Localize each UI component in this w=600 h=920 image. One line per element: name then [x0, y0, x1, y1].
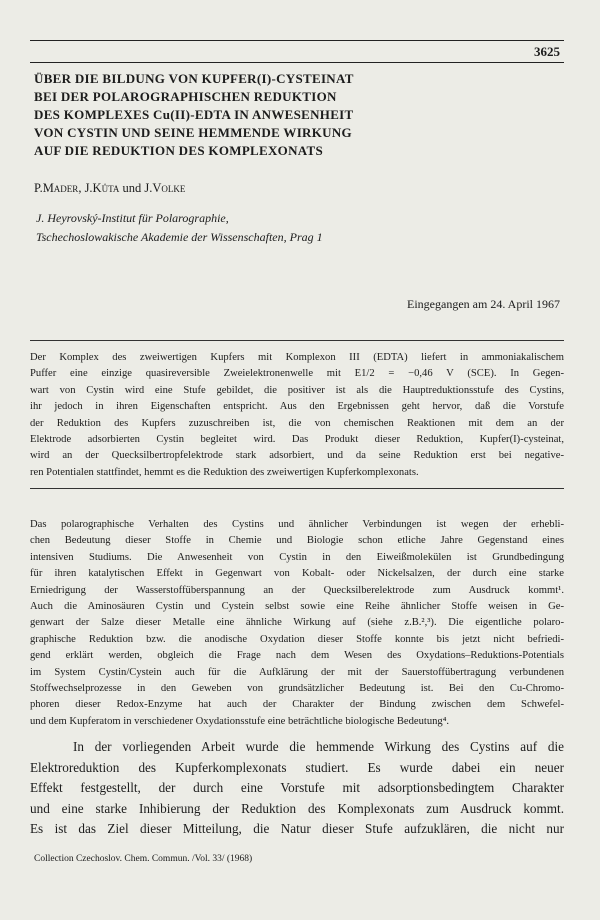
main-paragraph: [30, 737, 564, 840]
author-list: [34, 181, 185, 196]
author-name: J.Volke: [144, 181, 186, 195]
title-line: ÜBER DIE BILDUNG VON KUPFER(I)-CYSTEINAT: [34, 71, 354, 86]
abstract-line: wird an der Quecksilbertropfelektrode stark adsorbiert, und da seine Reduktion erst bei negative-: [30, 450, 564, 462]
body-line: für ihren katalytischen Effekt in Gegenwart von Kobalt- oder Nickelsalzen, der durch eine starke: [30, 568, 564, 580]
title-line: BEI DER POLAROGRAPHISCHEN REDUKTION: [34, 89, 337, 104]
journal-footer: Collection Czechoslov. Chem. Commun. /Vol. 33/ (1968): [34, 854, 253, 864]
author-name: P.Mader: [34, 181, 79, 195]
abstract: [30, 350, 564, 481]
received-date: Eingegangen am 24. April 1967: [407, 297, 560, 311]
abstract-line: ihr jedoch in ihren Eigenschaften entspricht. Aus den Ergebnissen geht hervor, daß die Vorstufe: [30, 401, 564, 413]
page-number: 3625: [534, 44, 560, 59]
abstract-line: Elektrode adsorbierten Cystin begleitet wird. Das Produkt dieser Reduktion, Kupfer(I)-cysteinat,: [30, 433, 564, 445]
introduction-paragraph: [30, 517, 564, 730]
affiliation: [36, 209, 323, 247]
body-line: Effekt festgestellt, der durch eine Vorstufe mit adsorptionsbedingtem Charakter: [30, 780, 564, 796]
title-line: VON CYSTIN UND SEINE HEMMENDE WIRKUNG: [34, 125, 352, 140]
abstract-top-rule: [30, 340, 564, 341]
abstract-line: Der Komplex des zweiwertigen Kupfers mit Komplexon III (EDTA) liefert in ammoniakalischem: [30, 352, 564, 363]
body-line: Erniedrigung der Wasserstoffüberspannung an der Quecksilberelektrode zum Ausdruck kommt¹.: [30, 584, 564, 596]
header-rule: [30, 62, 564, 63]
affiliation-line: Tschechoslowakische Akademie der Wissenschaften, Prag 1: [36, 230, 323, 244]
body-line: im System Cystin/Cystein auch für die Aufklärung der mit der Sauerstoffübertragung verbundenen: [30, 666, 564, 678]
body-line: Auch die Aminosäuren Cystin und Cystein selbst sowie eine Reihe ähnlicher Stoffe weisen in Ge-: [30, 600, 564, 612]
body-line: und eine starke Inhibierung der Reduktion des Komplexonats zum Ausdruck kommt.: [30, 800, 564, 816]
abstract-bottom-rule: [30, 488, 564, 489]
article-title: [34, 70, 554, 160]
body-line: phoren dieser Redox-Enzyme hat auch der Charakter der Bindung zwischen dem Schwefel-: [30, 699, 564, 711]
top-rule: [30, 40, 564, 41]
body-line: genwart der Salze dieser Metalle eine ähnliche Wirkung auf (siehe z.B.²,³). Die eigentliche polaro-: [30, 617, 564, 629]
title-line: AUF DIE REDUKTION DES KOMPLEXONATS: [34, 143, 324, 158]
body-line: Das polarographische Verhalten des Cystins und ähnlicher Verbindungen ist wegen der erhebli-: [30, 519, 564, 530]
author-separator: ,: [78, 181, 85, 195]
author-separator: und: [119, 181, 145, 195]
body-line: chen Bedeutung dieser Stoffe in Chemie und Biologie schon etliche Jahre Gegenstand eines: [30, 535, 564, 547]
body-line: intensiven Studiums. Die Anwesenheit von Cystin in den Eiweißmolekülen ist Grundbedingung: [30, 551, 564, 563]
title-line: DES KOMPLEXES Cu(II)-EDTA IN ANWESENHEIT: [34, 107, 354, 122]
body-line: gend erklärt werden, obgleich die Frage nach dem Wesen des Oxydations–Reduktions-Potentials: [30, 650, 564, 662]
abstract-line: ren Potentialen stattfindet, hemmt es die Reduktion des zweiwertigen Kupferkomplexonats.: [30, 466, 419, 478]
abstract-line: Puffer eine einzige quasireversible Zweielektronenwelle mit E1/2 = −0,46 V (SCE). In Gegen-: [30, 368, 564, 380]
body-line: Elektroreduktion des Kupferkomplexonats studiert. Es wurde dabei ein neuer: [30, 759, 564, 775]
body-line: Es ist das Ziel dieser Mitteilung, die Natur dieser Stufe aufzuklären, die nicht nur: [30, 821, 564, 837]
abstract-line: der Reduktion des Kupfers zuzuschreiben ist, die von chemischen Reaktionen mit dem an der: [30, 417, 564, 429]
author-name: J.Kůta: [84, 181, 120, 195]
body-line: In der vorliegenden Arbeit wurde die hemmende Wirkung des Cystins auf die: [30, 739, 564, 754]
body-line: Stoffwechselprozesse in den Geweben von grundsätzlicher Bedeutung ist. Bei den Cu-Chromo-: [30, 682, 564, 694]
body-line: graphische Reduktion bzw. die anodische Oxydation dieser Stoffe konnte bis jetzt nicht befriedi-: [30, 633, 564, 645]
abstract-line: wart von Cystin wird eine Stufe gebildet, die positiver ist als die Hauptreduktionsstufe des Cystins,: [30, 384, 564, 396]
body-line: und dem Kupferatom in verschiedener Oxydationsstufe eine beträchtliche biologische Bedeutung⁴.: [30, 715, 450, 727]
affiliation-line: J. Heyrovský-Institut für Polarographie,: [36, 211, 229, 225]
